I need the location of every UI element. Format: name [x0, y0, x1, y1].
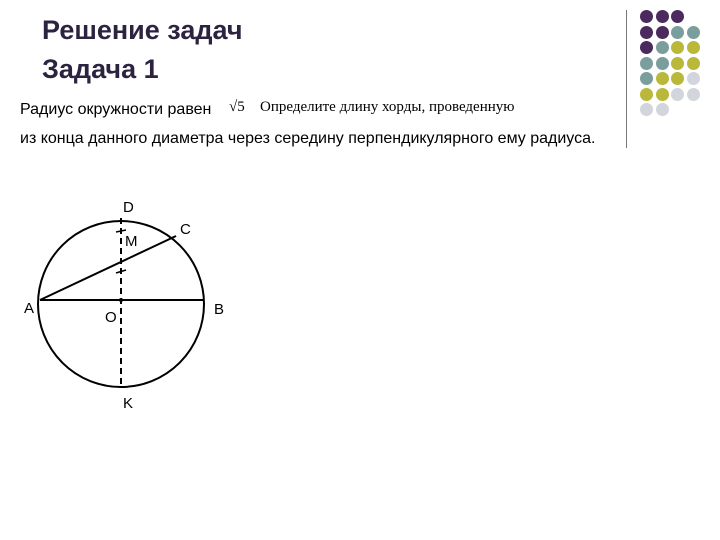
label-o: O — [105, 309, 117, 326]
label-k: K — [123, 395, 134, 412]
label-c: C — [180, 221, 191, 238]
problem-text-end: из конца данного диаметра через середину перпендикулярного ему радиуса. — [20, 130, 596, 147]
label-a: A — [24, 300, 35, 317]
chord-ac — [40, 236, 176, 300]
label-b: B — [214, 301, 225, 318]
radius-value: √5 — [229, 99, 245, 115]
slide-subtitle: Задача 1 — [42, 54, 159, 84]
center-point — [119, 298, 123, 302]
problem-text-continued: Определите длину хорды, проведенную — [260, 99, 515, 115]
problem-text-start: Радиус окружности равен — [20, 101, 212, 118]
label-d: D — [123, 199, 134, 216]
label-m: M — [125, 233, 138, 250]
tick-mark-upper — [116, 230, 126, 232]
slide-title: Решение задач — [42, 15, 243, 45]
